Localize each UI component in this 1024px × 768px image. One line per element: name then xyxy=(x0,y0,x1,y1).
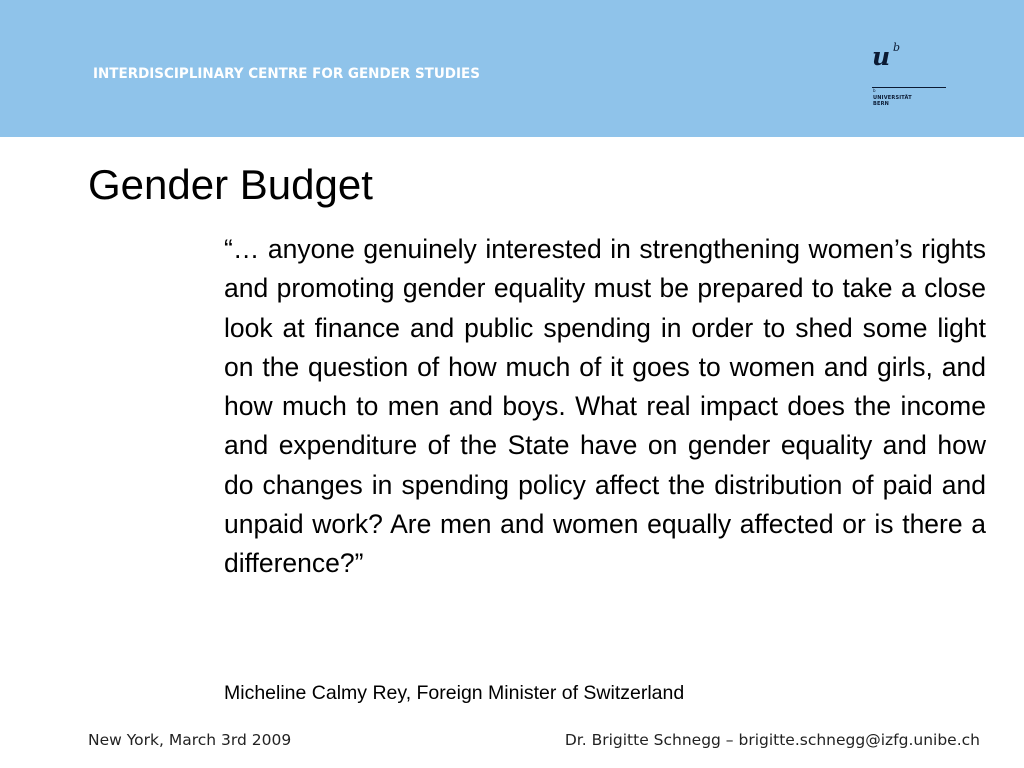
logo-small-b: b xyxy=(873,88,876,93)
slide-title: Gender Budget xyxy=(88,161,373,208)
logo-text-bern: BERN xyxy=(873,101,890,107)
logo-text-universitat: UNIVERSITÄT xyxy=(873,95,912,101)
footer-date-location: New York, March 3rd 2009 xyxy=(88,731,292,749)
logo-mark-b: b xyxy=(893,41,901,54)
header-band xyxy=(0,0,1024,137)
quote-attribution: Micheline Calmy Rey, Foreign Minister of Switzerland xyxy=(224,682,685,704)
quote-text: “… anyone genuinely interested in strengthening women’s rights and promoting gender equality must be prepared to take a close look at finance and public spending in order to shed some light on the question of how much of it goes to women and girls, and how much to men and boys. What real impact does the income and expenditure of the State have on gender equality and how do changes in spending policy affect the distribution of paid and unpaid work? Are men and women equally affected or is there a difference?” xyxy=(224,234,986,579)
footer-author-email: Dr. Brigitte Schnegg – brigitte.schnegg@izfg.unibe.ch xyxy=(564,731,980,749)
logo-mark-u: u xyxy=(872,42,891,71)
institute-name: INTERDISCIPLINARY CENTRE FOR GENDER STUDIES xyxy=(93,66,480,82)
logo-rule xyxy=(872,87,946,88)
university-logo xyxy=(872,41,952,114)
